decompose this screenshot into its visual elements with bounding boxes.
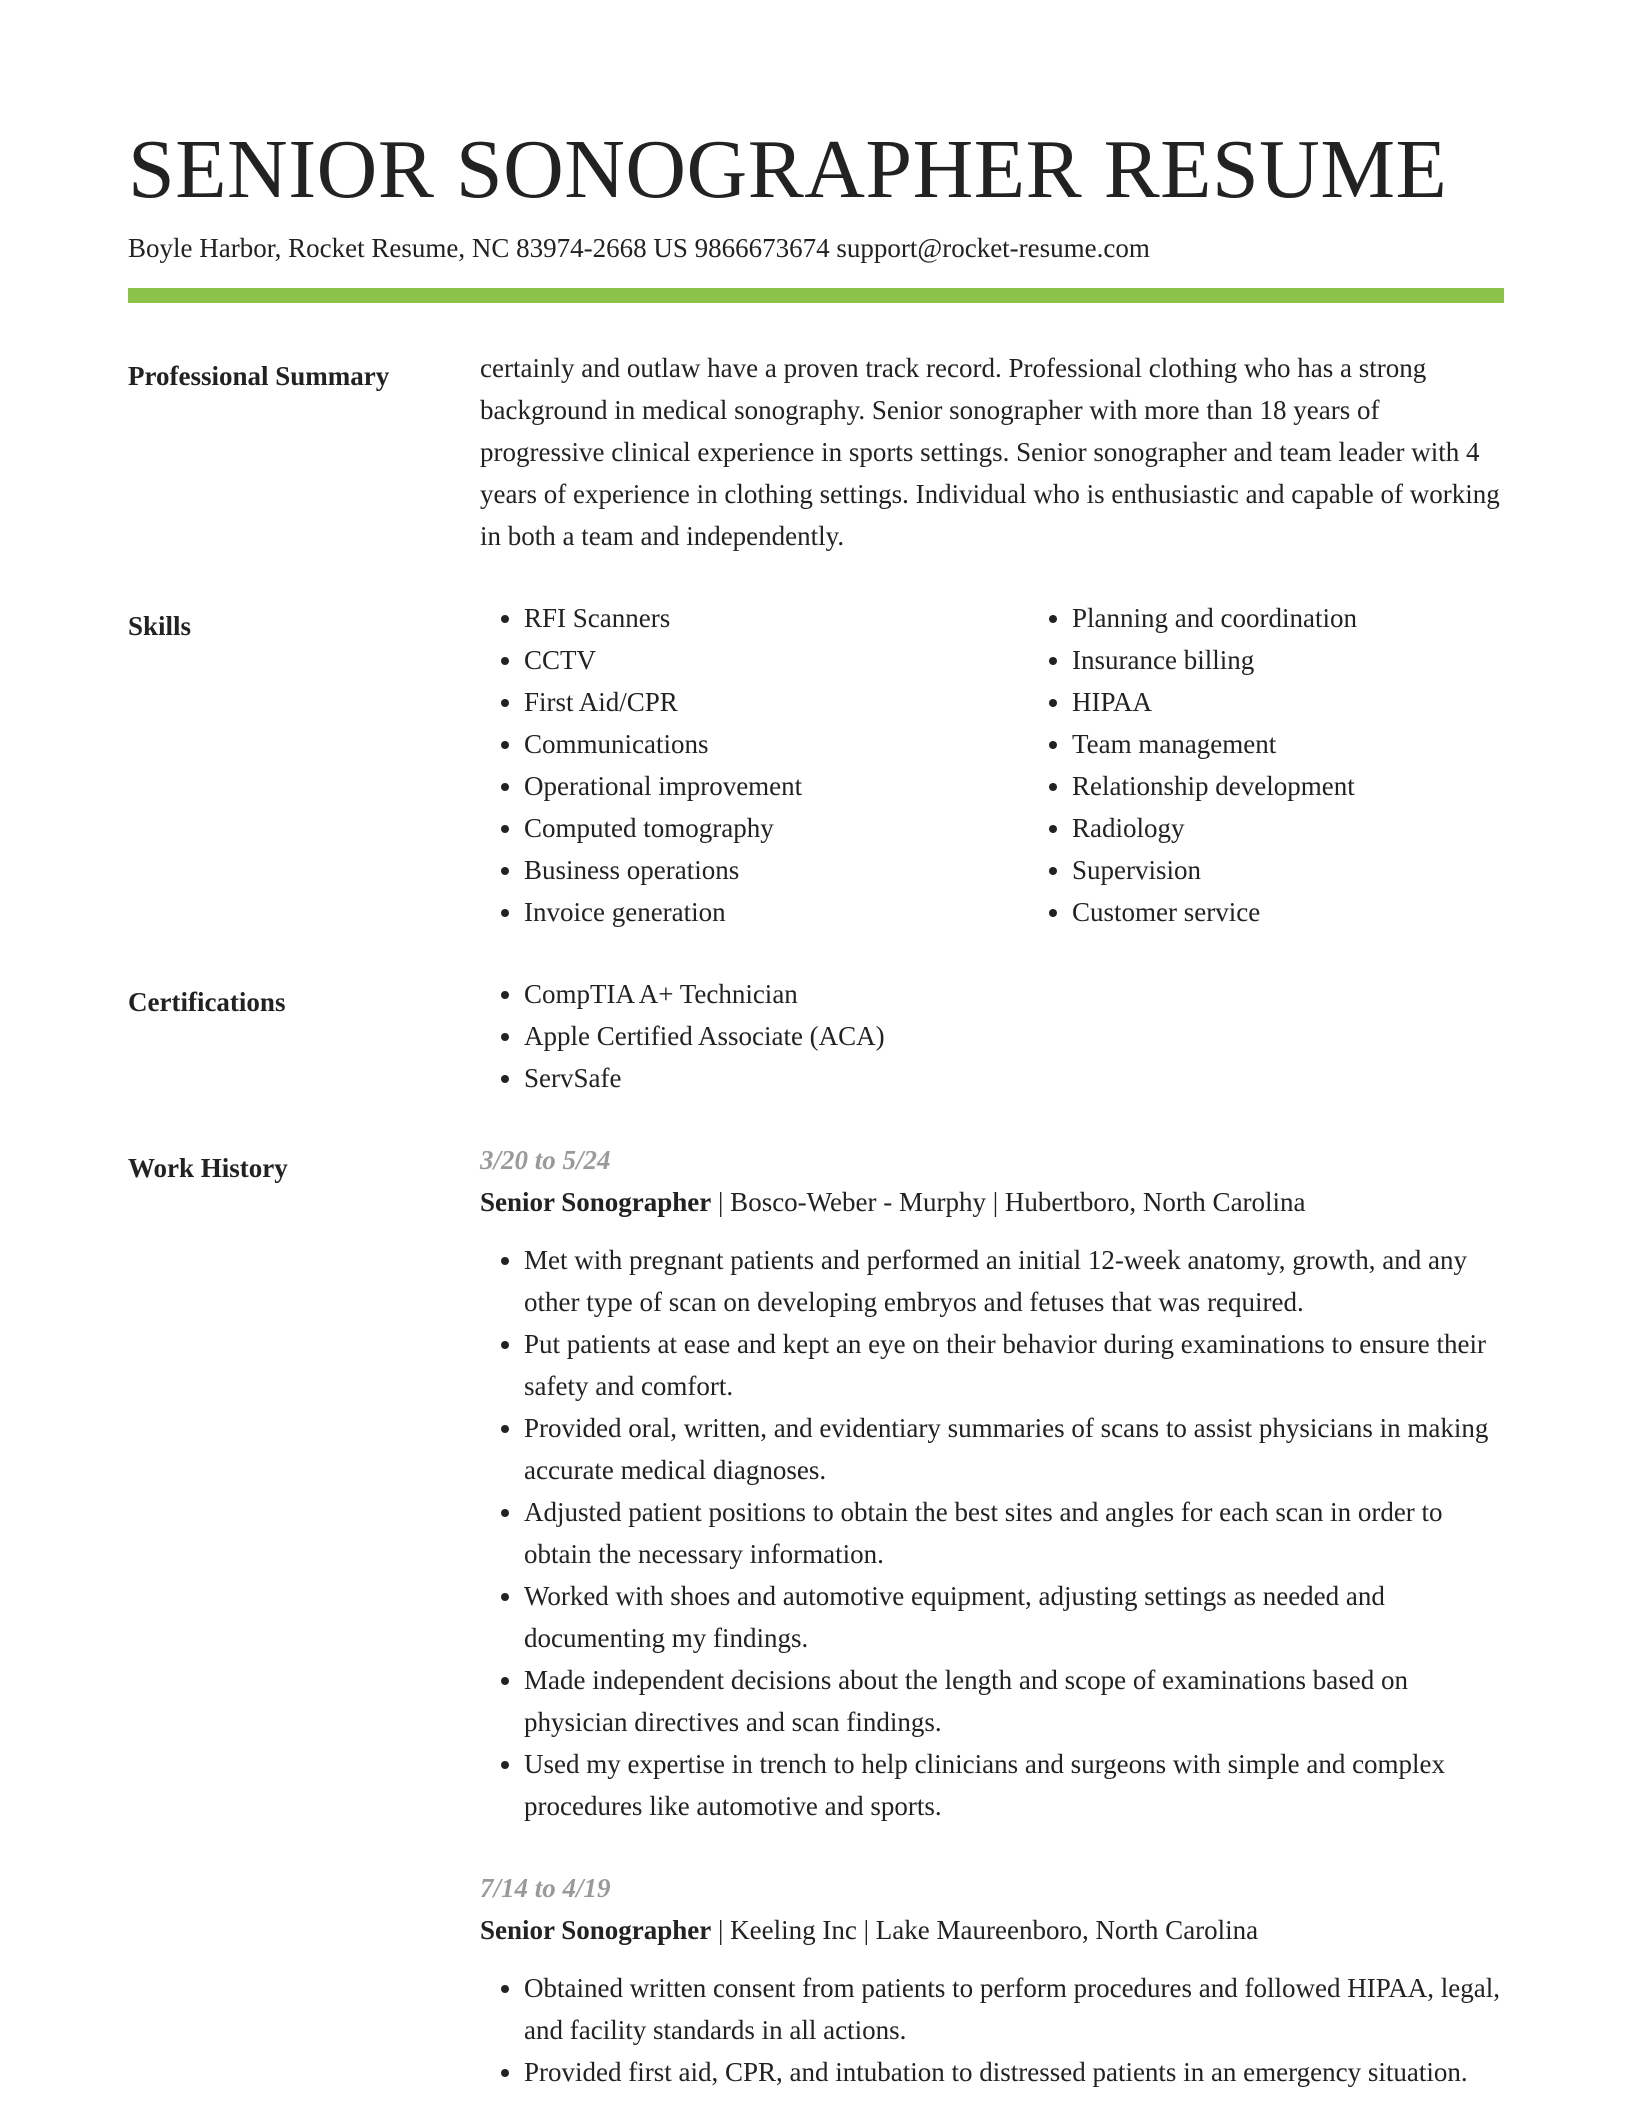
job-bullet: • Obtained written consent from patients to perform procedures and followed HIPAA, legal, and facility standards in all actions. [524,1967,1504,2051]
section-certifications [128,981,1504,1099]
job-bullet: • Put patients at ease and kept an eye on their behavior during examinations to ensure their safety and comfort. [524,1323,1504,1407]
section-skills [128,605,1504,933]
job-title: Senior Sonographer [480,1915,712,1945]
job-bullet: • Made independent decisions about the length and scope of examinations based on physician directives and scan findings. [524,1659,1504,1743]
resume-page [128,120,1504,2093]
job-entry [480,1139,1504,1827]
job-company-location: | Bosco-Weber - Murphy | Hubertboro, North Carolina [711,1187,1306,1217]
header-divider [128,288,1504,303]
skill-item: • Team management [1072,723,1532,765]
job-dates: 3/20 to 5/24 [480,1145,611,1175]
section-work-history [128,1147,1504,2093]
job-heading [480,1181,1504,1223]
section-label: Skills [128,611,192,641]
skill-item: • Insurance billing [1072,639,1532,681]
skill-item: • Computed tomography [524,807,984,849]
job-bullet: • Worked with shoes and automotive equipment, adjusting settings as needed and documenting my findings. [524,1575,1504,1659]
job-entry [480,1867,1504,2093]
skill-item: • Radiology [1072,807,1532,849]
skill-item: • Planning and coordination [1072,597,1532,639]
section-label: Professional Summary [128,361,390,391]
skill-item: • Operational improvement [524,765,984,807]
skill-item: • Invoice generation [524,891,984,933]
skill-item: • Business operations [524,849,984,891]
job-title: Senior Sonographer [480,1187,712,1217]
skill-item: • First Aid/CPR [524,681,984,723]
section-professional-summary [128,355,1504,557]
job-bullet: • Met with pregnant patients and performed an initial 12-week anatomy, growth, and any other type of scan on developing embryos and fetuses that was required. [524,1239,1504,1323]
section-label: Work History [128,1153,288,1183]
job-heading [480,1909,1504,1951]
resume-title: SENIOR SONOGRAPHER RESUME [128,123,1448,216]
job-responsibilities [480,1239,1504,1827]
certification-item: • Apple Certified Associate (ACA) [524,1015,1504,1057]
certifications-list [480,973,1504,1099]
job-dates: 7/14 to 4/19 [480,1873,611,1903]
certification-item: • CompTIA A+ Technician [524,973,1504,1015]
job-company-location: | Keeling Inc | Lake Maureenboro, North Carolina [711,1915,1259,1945]
contact-info: Boyle Harbor, Rocket Resume, NC 83974-2668 US 9866673674 support@rocket-resume.com [128,233,1150,263]
skills-list-column-2 [1028,597,1532,933]
skill-item: • Relationship development [1072,765,1532,807]
job-responsibilities [480,1967,1504,2093]
job-bullet: • Provided oral, written, and evidentiary summaries of scans to assist physicians in making accurate medical diagnoses. [524,1407,1504,1491]
job-bullet: • Provided first aid, CPR, and intubation to distressed patients in an emergency situation. [524,2051,1504,2093]
section-label: Certifications [128,987,286,1017]
summary-text: certainly and outlaw have a proven track record. Professional clothing who has a strong background in medical sonography. Senior sonographer with more than 18 years of progressive clinical experience in sports settings. Senior sonographer and team leader with 4 years of experience in clothing settings. Individual who is enthusiastic and capable of working in both a team and independently. [480,353,1500,551]
job-bullet: • Adjusted patient positions to obtain the best sites and angles for each scan in order to obtain the necessary information. [524,1491,1504,1575]
skill-item: • HIPAA [1072,681,1532,723]
skills-list-column-1 [480,597,984,933]
skill-item: • Customer service [1072,891,1532,933]
skill-item: • RFI Scanners [524,597,984,639]
skill-item: • Supervision [1072,849,1532,891]
skill-item: • CCTV [524,639,984,681]
skill-item: • Communications [524,723,984,765]
certification-item: • ServSafe [524,1057,1504,1099]
job-bullet: • Used my expertise in trench to help clinicians and surgeons with simple and complex procedures like automotive and sports. [524,1743,1504,1827]
